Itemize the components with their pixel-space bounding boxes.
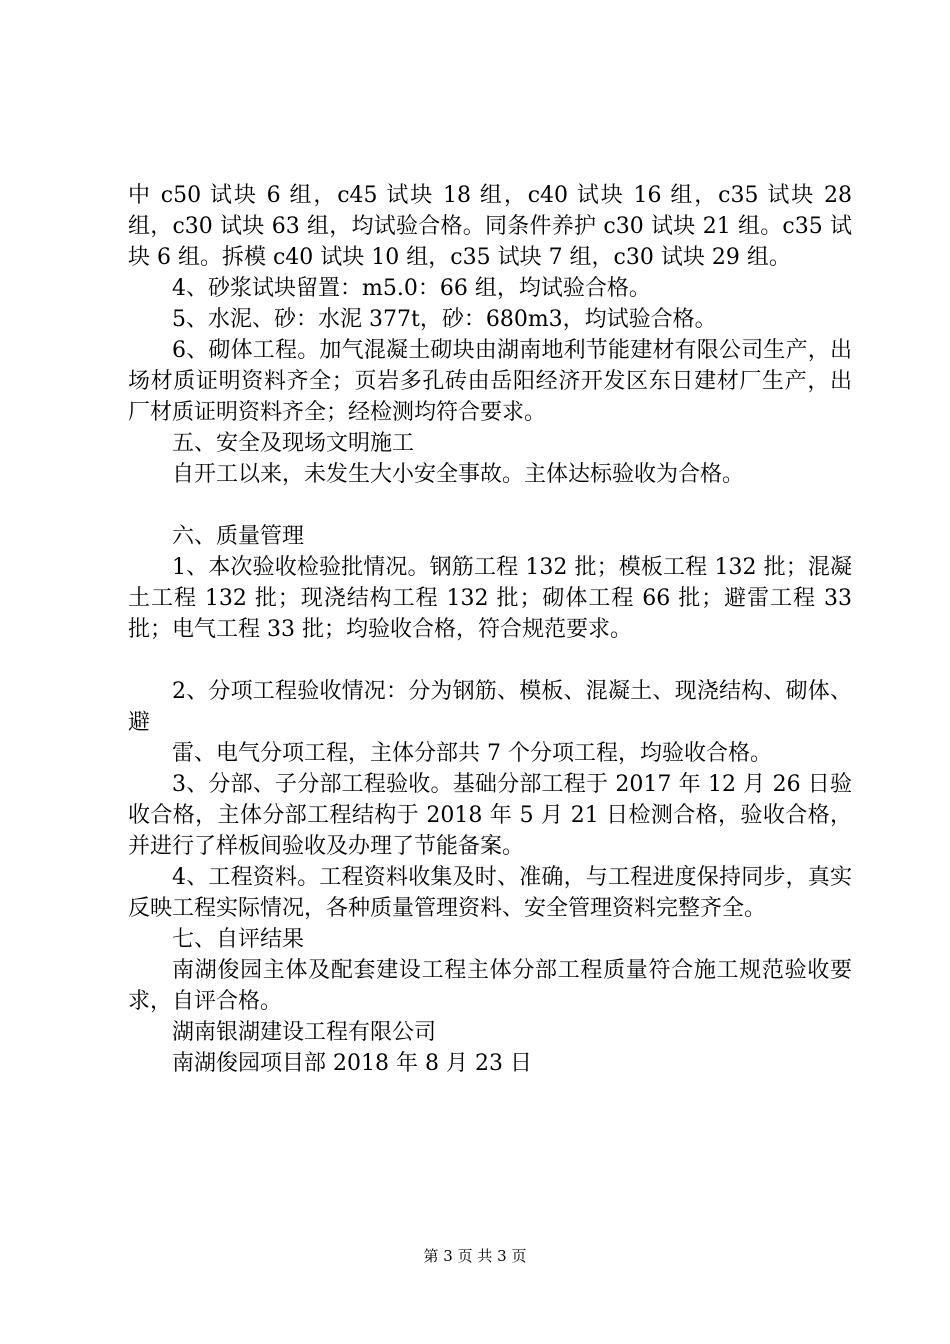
document-body [128, 180, 852, 1079]
section-heading-safety: 五、安全及现场文明施工 [172, 431, 415, 456]
paragraph-division-acceptance: 3、分部、子分部工程验收。基础分部工程于 2017 年 12 月 26 日验收合格，主体分部工程结构于 2018 年 5 月 21 日检测合格，验收合格，并进行了样板间验收及办理了节能备案。 [128, 772, 852, 859]
section-heading-quality: 六、质量管理 [172, 524, 305, 549]
blank-line [128, 645, 852, 676]
paragraph-inspection-batches: 1、本次验收检验批情况。钢筋工程 132 批；模板工程 132 批；混凝土工程 132 批；现浇结构工程 132 批；砌体工程 66 批；避雷工程 33 批；电气工程 33 批；均验收合格，符合规范要求。 [128, 555, 852, 642]
paragraph-masonry: 6、砌体工程。加气混凝土砌块由湖南地利节能建材有限公司生产，出场材质证明资料齐全；页岩多孔砖由岳阳经济开发区东日建材厂生产，出厂材质证明资料齐全；经检测均符合要求。 [128, 338, 852, 425]
signature-company: 湖南银湖建设工程有限公司 [172, 1020, 437, 1045]
paragraph-safety: 自开工以来，未发生大小安全事故。主体达标验收为合格。 [172, 462, 745, 487]
paragraph-cement-sand: 5、水泥、砂：水泥 377t，砂：680m3，均试验合格。 [172, 307, 717, 332]
paragraph-test-blocks: 中 c50 试块 6 组，c45 试块 18 组，c40 试块 16 组，c35 试块 28 组，c30 试块 63 组，均试验合格。同条件养护 c30 试块 21 组。c35 试块 6 组。拆模 c40 试块 10 组，c35 试块 7 组，c30 试块 29 组。 [128, 183, 852, 270]
paragraph-self-evaluation: 南湖俊园主体及配套建设工程主体分部工程质量符合施工规范验收要求，自评合格。 [128, 958, 852, 1014]
paragraph-mortar-blocks: 4、砂浆试块留置：m5.0：66 组，均试验合格。 [172, 276, 651, 301]
paragraph-project-records: 4、工程资料。工程资料收集及时、准确，与工程进度保持同步，真实反映工程实际情况，各种质量管理资料、安全管理资料完整齐全。 [128, 865, 852, 921]
paragraph-subitem-acceptance: 2、分项工程验收情况：分为钢筋、模板、混凝土、现浇结构、砌体、避 [128, 679, 852, 735]
blank-line [128, 490, 852, 521]
page-footer [0, 1246, 950, 1266]
page-number: 第 3 页 共 3 页 [423, 1247, 527, 1265]
section-heading-self-evaluation: 七、自评结果 [172, 927, 305, 952]
paragraph-subitem-acceptance-cont: 雷、电气分项工程，主体分部共 7 个分项工程，均验收合格。 [172, 741, 772, 766]
signature-project-date: 南湖俊园项目部 2018 年 8 月 23 日 [172, 1051, 532, 1076]
